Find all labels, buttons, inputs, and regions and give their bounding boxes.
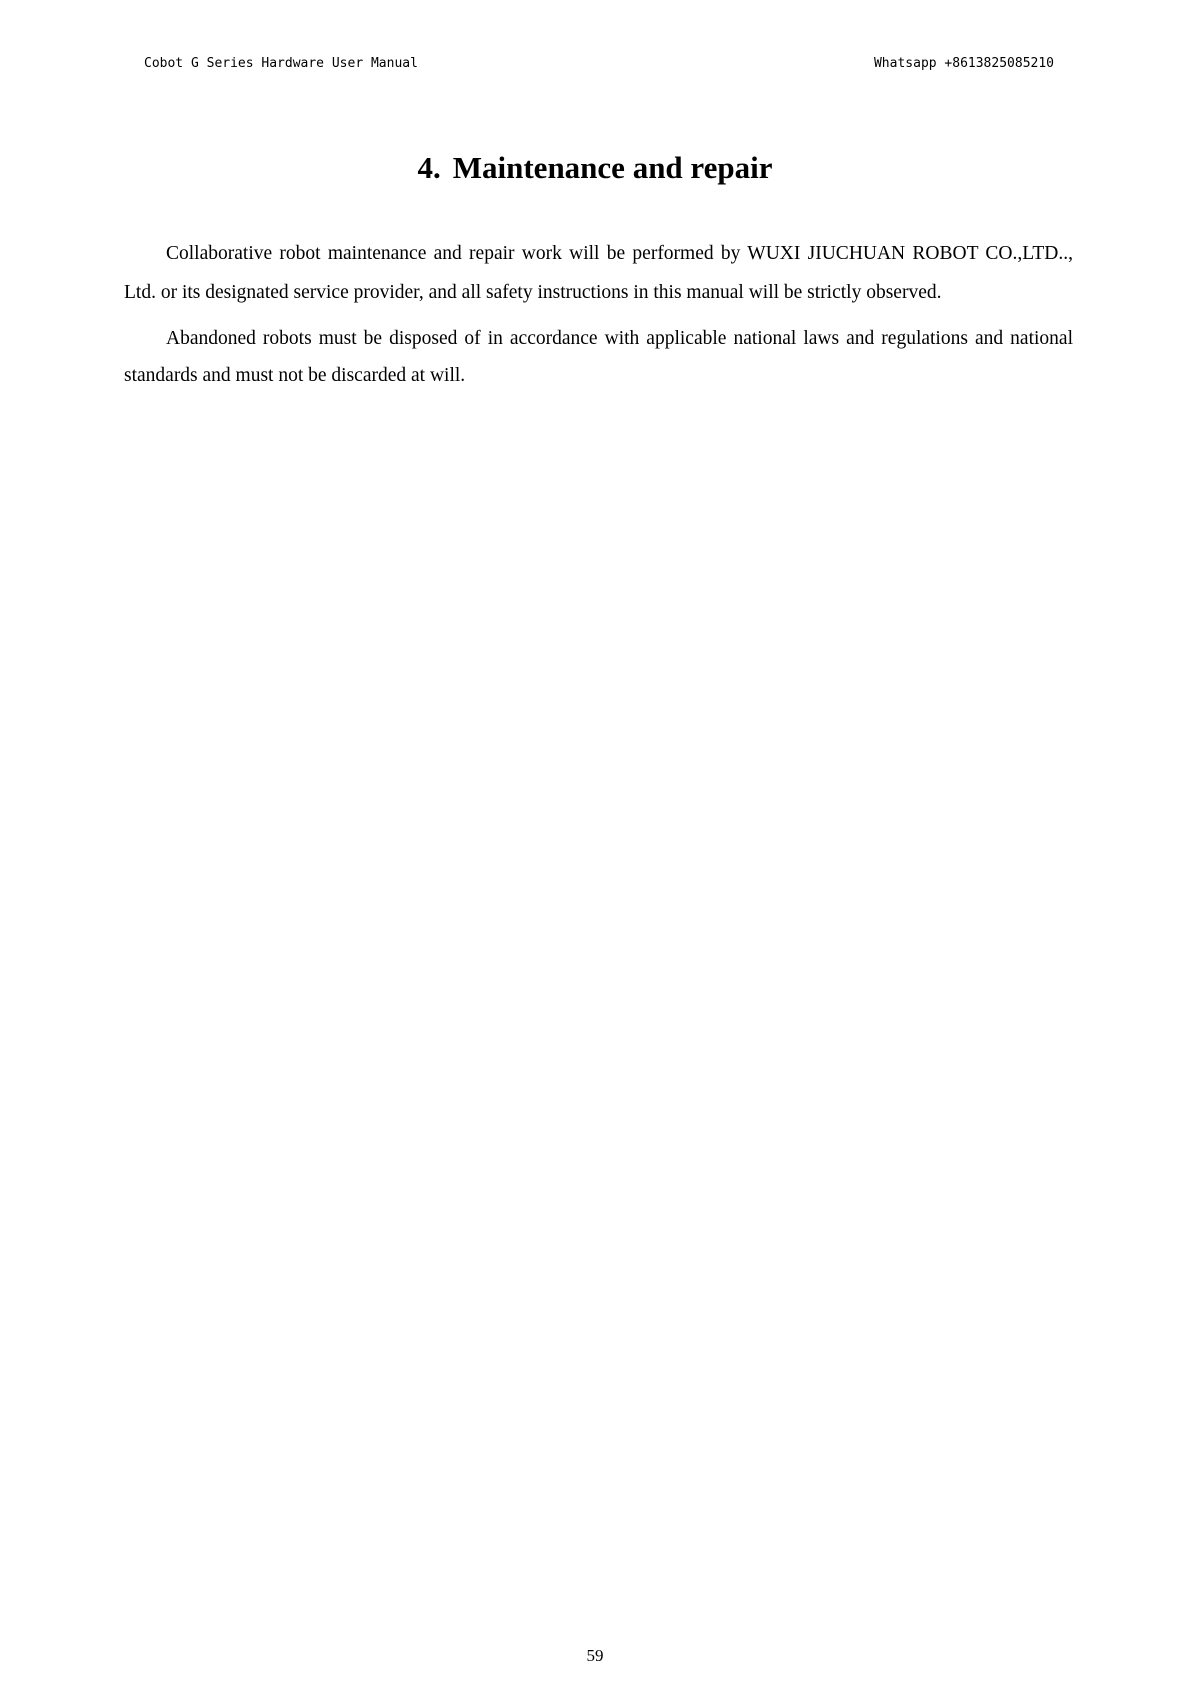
- body-paragraph: Abandoned robots must be disposed of in accordance with applicable national laws and regulations and national standards and must not be discarded at will.: [124, 328, 1073, 386]
- chapter-number: 4.: [417, 150, 441, 185]
- body-paragraph: Collaborative robot maintenance and repair work will be performed by WUXI JIUCHUAN ROBOT CO.,LTD.., Ltd. or its designated service provider, and all safety instructions in this manual will be strictly observed.: [124, 243, 1073, 303]
- running-header-contact: Whatsapp +8613825085210: [873, 56, 1054, 71]
- chapter-heading: [0, 148, 1190, 188]
- running-header-title: Cobot G Series Hardware User Manual: [144, 56, 418, 71]
- page-number: 59: [586, 1646, 604, 1665]
- chapter-body: [124, 235, 1073, 402]
- chapter-title: Maintenance and repair: [452, 150, 773, 185]
